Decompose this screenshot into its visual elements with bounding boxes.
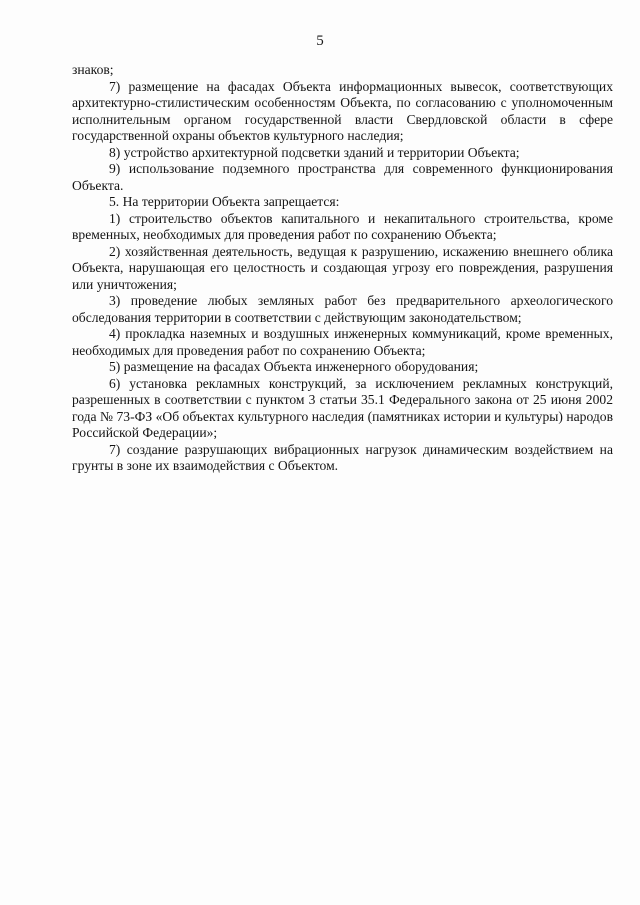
paragraph-item-6-prohibited: 6) установка рекламных конструкций, за исключением рекламных конструкций, разрешенных в соответствии с пунктом 3 статьи 35.1 Федерального закона от 25 июня 2002 года № 73-ФЗ «Об объектах культурного наследия (памятниках истории и культуры) народов Российской Федерации»;: [72, 375, 613, 440]
paragraph-continuation: знаков;: [72, 62, 114, 77]
paragraph-item-4-prohibited: 4) прокладка наземных и воздушных инженерных коммуникаций, кроме временных, необходимых для проведения работ по сохранению Объекта;: [72, 326, 613, 358]
document-body: [72, 62, 613, 475]
paragraph-item-3-prohibited: 3) проведение любых земляных работ без предварительного археологического обследования территории в соответствии с действующим законодательством;: [72, 293, 613, 325]
paragraph-item-7-allowed: 7) размещение на фасадах Объекта информационных вывесок, соответствующих архитектурно-стилистическим особенностям Объекта, по согласованию с уполномоченным исполнительным органом государственной власти Свердловской области в сфере государственной охраны объектов культурного наследия;: [72, 78, 613, 143]
section-5-heading: 5. На территории Объекта запрещается:: [109, 194, 340, 209]
page-number: 5: [316, 33, 324, 49]
paragraph-item-2-prohibited: 2) хозяйственная деятельность, ведущая к разрушению, искажению внешнего облика Объекта, нарушающая его целостность и создающая угрозу его повреждения, разрушения или уничтожения;: [72, 243, 613, 292]
paragraph-item-8-allowed: 8) устройство архитектурной подсветки зданий и территории Объекта;: [109, 144, 520, 160]
paragraph-item-9-allowed: 9) использование подземного пространства для современного функционирования Объекта.: [72, 161, 613, 193]
paragraph-item-7-prohibited: 7) создание разрушающих вибрационных нагрузок динамическим воздействием на грунты в зоне их взаимодействия с Объектом.: [72, 441, 613, 473]
paragraph-item-1-prohibited: 1) строительство объектов капитального и некапитального строительства, кроме временных, необходимых для проведения работ по сохранению Объекта;: [72, 210, 613, 242]
paragraph-item-5-prohibited: 5) размещение на фасадах Объекта инженерного оборудования;: [109, 359, 479, 374]
